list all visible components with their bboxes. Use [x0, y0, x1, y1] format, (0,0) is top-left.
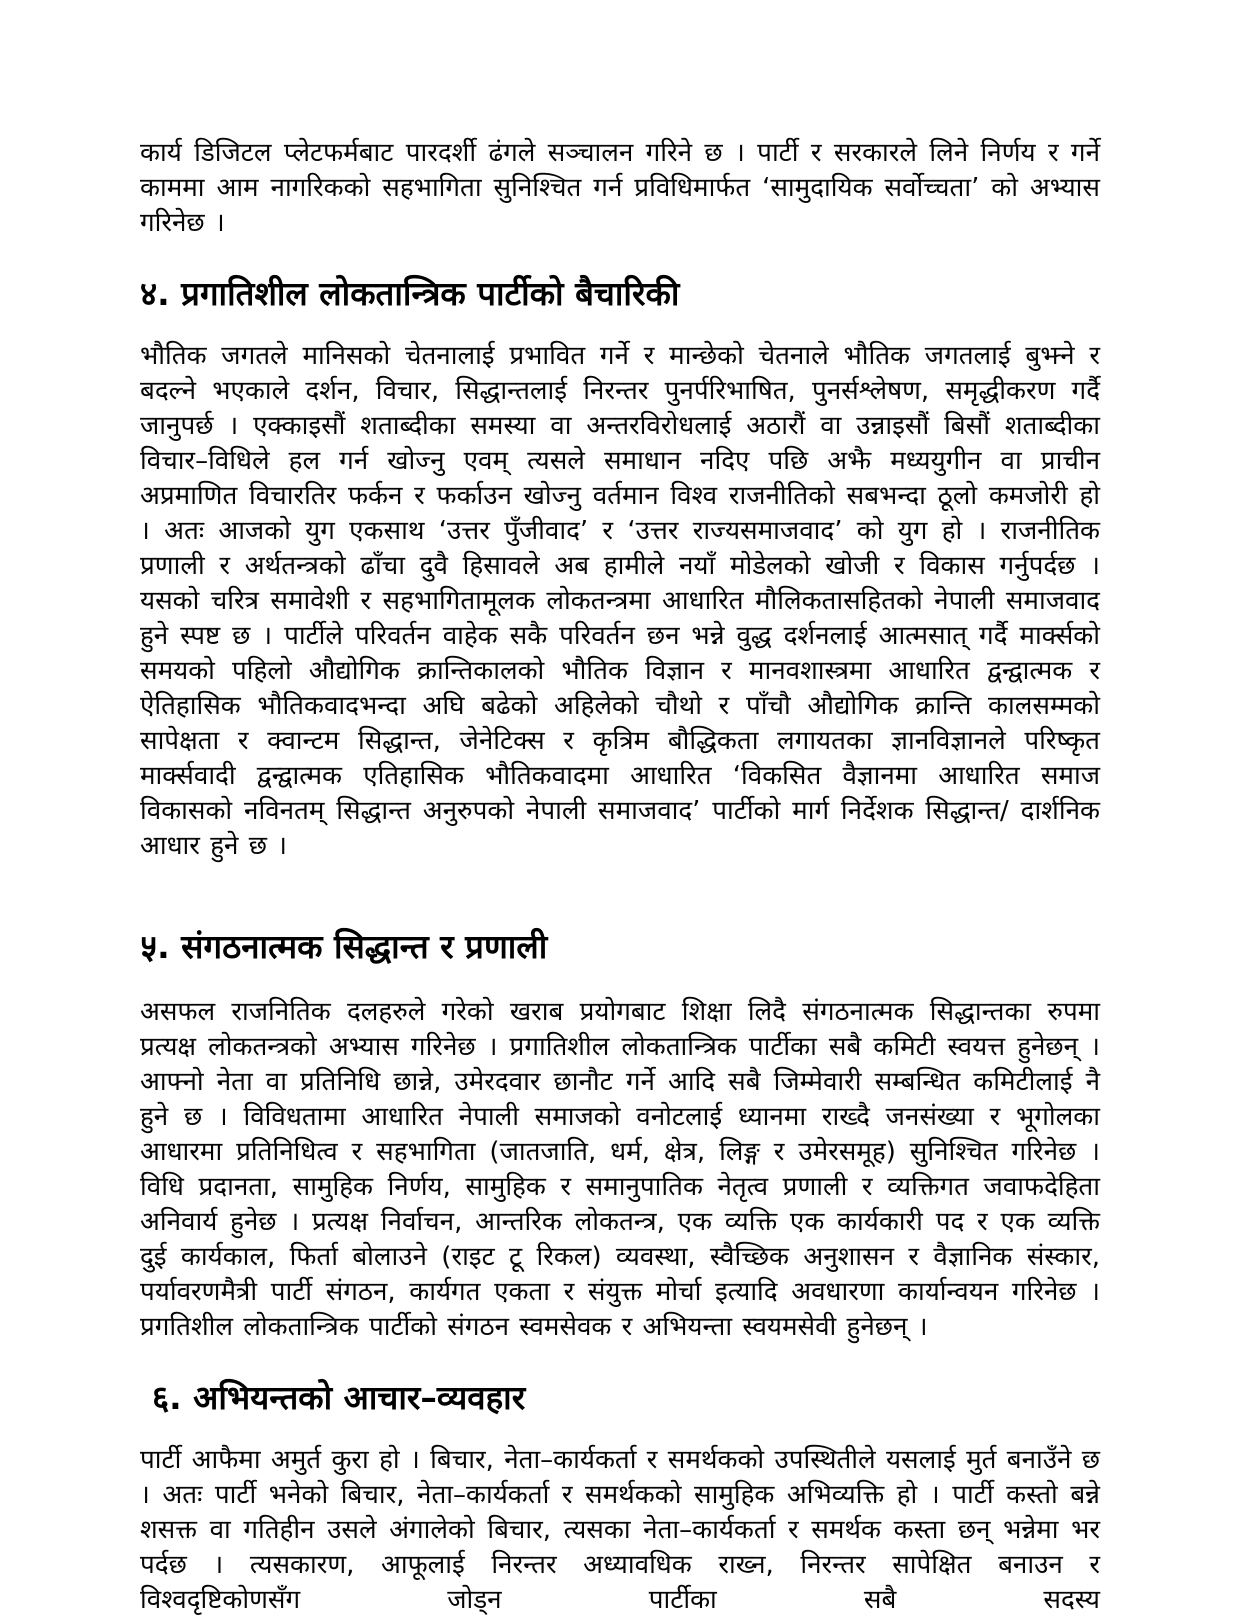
intro-paragraph: कार्य डिजिटल प्लेटफर्मबाट पारदर्शी ढंगले सञ्चालन गरिने छ । पार्टी र सरकारले लिने निर्णय र गर्ने काममा आम नागरिकको सहभागिता सुनिश्चित गर्न प्रविधिमार्फत ‘सामुदायिक सर्वोच्चता’ को अभ्यास गरिनेछ ।	[140, 138, 1101, 238]
section-heading-campaigner-conduct: ६. अभियन्तको आचार–व्यवहार	[152, 1377, 526, 1417]
section-body-ideology: भौतिक जगतले मानिसको चेतनालाई प्रभावित गर्ने र मान्छेको चेतनाले भौतिक जगतलाई बुझ्ने र बदल्ने भएकाले दर्शन, विचार, सिद्धान्तलाई निरन्तर पुनर्परिभाषित, पुनर्सश्लेषण, समृद्धीकरण गर्दै जानुपर्छ । एक्काइसौं शताब्दीका समस्या वा अन्तरविरोधलाई अठारौं वा उन्नाइसौं बिसौं शताब्दीका विचार–विधिले हल गर्न खोज्नु एवम् त्यसले समाधान नदिए पछि अझै मध्ययुगीन वा प्राचीन अप्रमाणित विचारतिर फर्कन र फर्काउन खोज्नु वर्तमान विश्व राजनीतिको सबभन्दा ठूलो कमजोरी हो । अतः आजको युग एकसाथ ‘उत्तर पुँजीवाद’ र ‘उत्तर राज्यसमाजवाद’ को युग हो । राजनीतिक प्रणाली र अर्थतन्त्रको ढाँचा दुवै हिसावले अब हामीले नयाँ मोडेलको खोजी र विकास गर्नुपर्दछ । यसको चरित्र समावेशी र सहभागितामूलक लोकतन्त्रमा आधारित मौलिकतासहितको नेपाली समाजवाद हुने स्पष्ट छ । पार्टीले परिवर्तन वाहेक सकै परिवर्तन छन भन्ने वुद्ध दर्शनलाई आत्मसात् गर्दै मार्क्सको समयको पहिलो औद्योगिक क्रान्तिकालको भौतिक विज्ञान र मानवशास्त्रमा आधारित द्वन्द्वात्मक र ऐतिहासिक भौतिकवादभन्दा अघि बढेको अहिलेको चौथो र पाँचौ औद्योगिक क्रान्ति कालसम्मको सापेक्षता र क्वान्टम सिद्धान्त, जेनेटिक्स र कृत्रिम बौद्धिकता लगायतका ज्ञानविज्ञानले परिष्कृत मार्क्सवादी द्वन्द्वात्मक एतिहासिक भौतिकवादमा आधारित ‘विकसित वैज्ञानमा आधारित समाज विकासको नविनतम् सिद्धान्त अनुरुपको नेपाली समाजवाद’ पार्टीको मार्ग निर्देशक सिद्धान्त/ दार्शनिक आधार हुने छ ।	[140, 341, 1100, 862]
section-body-campaigner-conduct: पार्टी आफैमा अमुर्त कुरा हो । बिचार, नेता–कार्यकर्ता र समर्थकको उपस्थितीले यसलाई मुर्त बनाउँने छ । अतः पार्टी भनेको बिचार, नेता–कार्यकर्ता र समर्थकको सामुहिक अभिव्यक्ति हो । पार्टी कस्तो बन्ने शसक्त वा गतिहीन उसले अंगालेको बिचार, त्यसका नेता–कार्यकर्ता र समर्थक कस्ता छन् भन्नेमा भर पर्दछ । त्यसकारण, आफूलाई निरन्तर अध्यावधिक राख्न, निरन्तर सापेक्षित बनाउन र विश्वदृष्टिकोणसँग जोड्न पार्टीका सबै सदस्य	[140, 1444, 1100, 1615]
section-heading-organizational-principles: ५. संगठनात्मक सिद्धान्त र प्रणाली	[140, 927, 548, 967]
section-heading-ideology: ४. प्रगातिशील लोकतान्त्रिक पार्टीको बैचारिकी	[140, 274, 680, 313]
section-body-organizational-principles: असफल राजनितिक दलहरुले गरेको खराब प्रयोगबाट शिक्षा लिदै संगठनात्मक सिद्धान्तका रुपमा प्रत्यक्ष लोकतन्त्रको अभ्यास गरिनेछ । प्रगातिशील लोकतान्त्रिक पार्टीका सबै कमिटी स्वयत्त हुनेछन् । आफ्नो नेता वा प्रतिनिधि छान्ने, उमेरदवार छानौट गर्ने आदि सबै जिम्मेवारी सम्बन्धित कमिटीलाई नै हुने छ । विविधतामा आधारित नेपाली समाजको वनोटलाई ध्यानमा राख्दै जनसंख्या र भूगोलका आधारमा प्रतिनिधित्व र सहभागिता (जातजाति, धर्म, क्षेत्र, लिङ्ग र उमेरसमूह) सुनिश्चित गरिनेछ । विधि प्रदानता, सामुहिक निर्णय, सामुहिक र समानुपातिक नेतृत्व प्रणाली र व्यक्तिगत जवाफदेहिता अनिवार्य हुनेछ । प्रत्यक्ष निर्वाचन, आन्तरिक लोकतन्त्र, एक व्यक्ति एक कार्यकारी पद र एक व्यक्ति दुई कार्यकाल, फिर्ता बोलाउने (राइट टू रिकल) व्यवस्था, स्वैच्छिक अनुशासन र वैज्ञानिक संस्कार, पर्यावरणमैत्री पार्टी संगठन, कार्यगत एकता र संयुक्त मोर्चा इत्यादि अवधारणा कार्यान्वयन गरिनेछ । प्रगतिशील लोकतान्त्रिक पार्टीको संगठन स्वमसेवक र अभियन्ता स्वयमसेवी हुनेछन् ।	[140, 996, 1100, 1342]
